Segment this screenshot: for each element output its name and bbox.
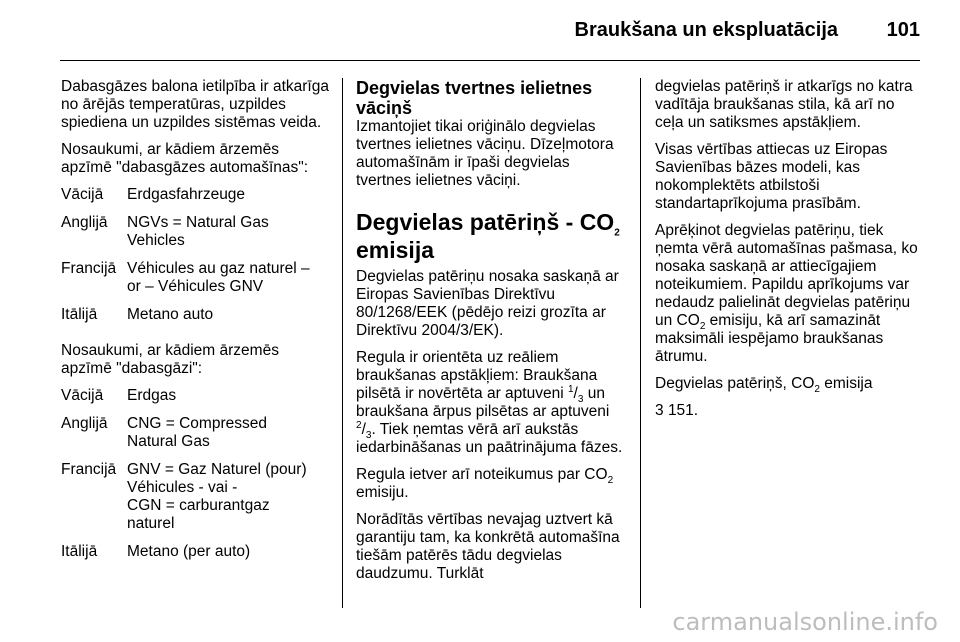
subheading: Degvielas tvertnes ielietnes vāciņš — [356, 78, 593, 118]
reference-page: 151. — [667, 402, 699, 419]
paragraph: Nosaukumi, ar kādiem ārzemēs apzīmē "dabasgāzes automašīnas": — [61, 141, 309, 176]
paragraph: Degvielas patēriņš, $CO_2$ emisija — [655, 375, 873, 396]
term-cell: Erdgasfahrzeuge — [127, 186, 246, 203]
paragraph: Nosaukumi, ar kādiem ārzemēs apzīmē "dabasgāzi": — [61, 342, 279, 377]
paragraph: Visas vērtības attiecas uz Eiropas Savienības bāzes modeli, kas nokomplektēts atbilstoši standartaprīkojuma prasībām. — [655, 141, 888, 212]
page-number: 101 — [886, 19, 920, 41]
names-table-vehicles — [61, 186, 333, 324]
table-row — [61, 387, 333, 405]
table-row — [61, 260, 333, 296]
country-cell: Vācijā — [61, 387, 104, 404]
term-cell: GNV = Gaz Naturel (pour) Véhicules - vai - CGN = carburantgaz naturel — [127, 461, 307, 532]
country-cell: Vācijā — [61, 186, 104, 203]
table-row — [61, 415, 333, 451]
paragraph: Regula ir orientēta uz reāliem braukšanas apstākļiem: Braukšana pilsētā ir novērtēta ar aptuveni $^1/_3$ un braukšana ārpus pilsētas ar aptuveni $^2/_3$. Tiek ņemtas vērā arī aukstās iedarbināšanas un paātrinājuma fāzes. — [356, 349, 623, 456]
term-cell: NGVs = Natural Gas Vehicles — [127, 214, 269, 249]
header-rule — [60, 60, 920, 61]
table-row — [61, 461, 333, 533]
table-row — [61, 214, 333, 250]
column-divider — [640, 78, 641, 608]
paragraph: Norādītās vērtības nevajag uztvert kā garantiju tam, ka konkrētā automašīna tiešām patērēs tādu degvielas daudzumu. Turklāt — [356, 511, 620, 582]
term-cell: Véhicules au gaz naturel – or – Véhicules GNV — [127, 260, 310, 295]
paragraph: Regula ietver arī noteikumus par $CO_2$ emisiju. — [356, 466, 614, 501]
term-cell: Metano (per auto) — [127, 543, 251, 560]
column-left — [61, 78, 333, 579]
section-heading: Degvielas patēriņš - $CO_2$ emisija — [356, 209, 620, 263]
table-row — [61, 543, 333, 561]
reference-arrow-icon: 3 — [655, 402, 664, 419]
column-middle — [356, 78, 626, 592]
paragraph: Dabasgāzes balona ietilpība ir atkarīga no ārējās temperatūras, uzpildes spiediena un uzpildes sistēmas veida. — [61, 78, 329, 131]
term-cell: Erdgas — [127, 387, 177, 404]
names-table-gas — [61, 387, 333, 561]
term-cell: Metano auto — [127, 306, 214, 323]
country-cell: Anglijā — [61, 415, 108, 432]
country-cell: Francijā — [61, 461, 117, 478]
paragraph: Degvielas patēriņu nosaka saskaņā ar Eiropas Savienības Direktīvu 80/1268/EEK (pēdējo reizi grozīta ar Direktīvu 2004/3/EK). — [356, 268, 619, 339]
column-divider — [342, 78, 343, 608]
column-right — [655, 78, 925, 429]
page-reference[interactable] — [655, 402, 925, 420]
country-cell: Itālijā — [61, 306, 98, 323]
paragraph: degvielas patēriņš ir atkarīgs no katra vadītāja braukšanas stila, kā arī no ceļa un satiksmes apstākļiem. — [655, 78, 913, 131]
page-header — [0, 0, 960, 62]
country-cell: Anglijā — [61, 214, 108, 231]
term-cell: CNG = Compressed Natural Gas — [127, 415, 267, 450]
country-cell: Francijā — [61, 260, 117, 277]
paragraph: Aprēķinot degvielas patēriņu, tiek ņemta vērā automašīnas pašmasa, ko nosaka saskaņā ar attiecīgajiem noteikumiem. Papildu aprīkojums var nedaudz palielināt degvielas patēriņu un $CO_2$ emisiju, kā arī samazināt maksimāli iespējamo braukšanas ātrumu. — [655, 222, 918, 365]
paragraph: Izmantojiet tikai oriģinālo degvielas tvertnes ielietnes vāciņu. Dīzeļmotora automašīnām ir īpaši degvielas tvertnes ielietnes vāciņi. — [356, 118, 614, 189]
page-title: Braukšana un ekspluatācija — [574, 19, 838, 41]
table-row — [61, 186, 333, 204]
country-cell: Itālijā — [61, 543, 98, 560]
watermark-text: carmanualsonline.info — [672, 608, 938, 636]
table-row — [61, 306, 333, 324]
